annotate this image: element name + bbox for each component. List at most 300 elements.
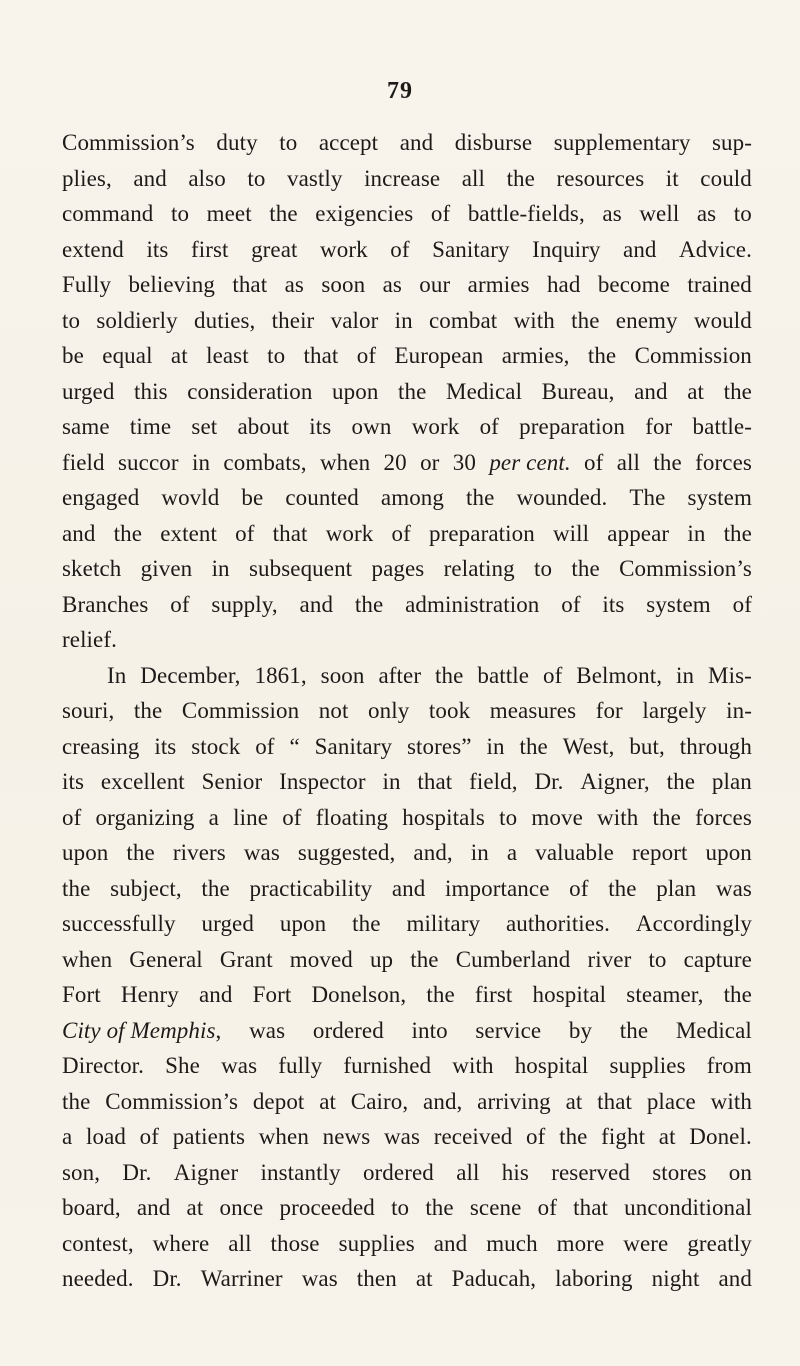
word: creasing xyxy=(62,733,140,759)
word: Inquiry xyxy=(532,236,601,262)
word: meet xyxy=(206,201,252,226)
word: was xyxy=(221,1053,258,1078)
word: contest, xyxy=(62,1230,134,1256)
word: the xyxy=(133,698,163,723)
word: supplies xyxy=(338,1230,415,1256)
word: work xyxy=(411,414,460,439)
word: own xyxy=(351,414,392,439)
word: and xyxy=(623,236,657,262)
word: plan xyxy=(656,875,697,901)
word: in xyxy=(676,662,695,688)
word: of xyxy=(561,591,581,617)
word: the xyxy=(571,556,600,581)
text-line xyxy=(62,1084,752,1120)
word: extend xyxy=(62,236,124,262)
word: of xyxy=(235,520,255,546)
word: the xyxy=(519,733,548,759)
word: for xyxy=(645,414,673,439)
word: at xyxy=(687,378,705,404)
word: enemy xyxy=(615,307,678,333)
word: Commission’s xyxy=(62,130,195,155)
word: believing xyxy=(128,272,215,297)
word: excellent xyxy=(100,769,185,794)
word: 30 xyxy=(452,449,476,475)
word: measures xyxy=(489,698,577,723)
word: of xyxy=(526,1124,546,1149)
word: a xyxy=(62,1124,73,1149)
word: to xyxy=(533,556,553,581)
word: reserved xyxy=(551,1159,630,1185)
word: Bureau, xyxy=(541,378,615,404)
word: the xyxy=(426,982,455,1007)
word: not xyxy=(318,698,349,723)
text-line xyxy=(62,267,752,303)
word: the xyxy=(410,946,439,972)
word: stores” xyxy=(407,733,472,759)
word: Dr. xyxy=(152,1266,182,1291)
word: West, xyxy=(562,733,615,759)
word: furnished xyxy=(343,1053,432,1078)
word: in xyxy=(394,307,413,333)
word: supplementary xyxy=(553,130,691,155)
word: great xyxy=(251,236,298,262)
word: first xyxy=(190,236,229,262)
word: this xyxy=(134,378,168,404)
word: at xyxy=(415,1266,433,1291)
word: duties, xyxy=(194,307,256,333)
word: in xyxy=(382,769,401,794)
text-line xyxy=(62,729,752,765)
word: son, xyxy=(62,1159,101,1185)
word: its xyxy=(309,414,332,439)
word: of xyxy=(543,662,563,688)
text-line xyxy=(62,622,752,658)
word: and, xyxy=(413,840,453,865)
word: disburse xyxy=(454,130,533,155)
text-line xyxy=(62,1013,752,1049)
word: The xyxy=(629,485,666,510)
word: once xyxy=(219,1195,264,1220)
word: to xyxy=(279,130,298,155)
word: and, xyxy=(423,1088,463,1114)
word: its xyxy=(602,591,625,617)
word: fully xyxy=(278,1053,323,1078)
word: the xyxy=(506,165,535,191)
word: with xyxy=(452,1053,494,1078)
word: combat xyxy=(428,307,498,333)
word: all xyxy=(616,449,641,475)
word: as xyxy=(284,272,304,297)
word: the xyxy=(352,911,381,936)
word: system xyxy=(646,591,711,617)
text-line xyxy=(62,480,752,516)
word: also xyxy=(188,165,226,191)
word: but, xyxy=(629,733,665,759)
word: of xyxy=(391,520,411,546)
word: largely xyxy=(642,698,707,723)
word: Cairo, xyxy=(350,1088,409,1114)
word: laboring xyxy=(555,1266,633,1291)
word: took xyxy=(428,698,471,723)
word: proceeded xyxy=(279,1195,375,1220)
word: board, xyxy=(62,1195,121,1220)
word: to xyxy=(733,201,752,226)
word: “ xyxy=(289,733,300,759)
word: arriving xyxy=(477,1088,551,1114)
word: line xyxy=(233,804,269,830)
word: soon xyxy=(320,662,365,688)
word: the xyxy=(398,378,427,404)
word: Sanitary xyxy=(432,236,510,262)
word: In xyxy=(107,662,127,688)
word: battle-fields, xyxy=(467,201,585,226)
word: the xyxy=(201,875,230,901)
word: hospital xyxy=(532,982,607,1007)
word: all xyxy=(228,1230,252,1256)
word: sup- xyxy=(711,130,752,155)
text-line xyxy=(62,125,752,161)
word: load xyxy=(85,1124,126,1149)
word: valuable xyxy=(535,840,614,865)
word: Paducah, xyxy=(451,1266,537,1291)
word: duty xyxy=(216,130,258,155)
word: patients xyxy=(172,1124,246,1149)
word: of xyxy=(430,201,451,226)
word: Branches xyxy=(62,591,149,617)
word: counted xyxy=(285,485,359,510)
word: and xyxy=(299,591,334,617)
word: importance xyxy=(445,875,550,901)
word: of xyxy=(584,449,604,475)
word: the xyxy=(354,591,384,617)
word: armies xyxy=(467,272,530,297)
text-line xyxy=(62,232,752,268)
word: were xyxy=(623,1230,669,1256)
word: will xyxy=(552,520,590,546)
word: the xyxy=(723,520,752,546)
word: equal xyxy=(102,343,153,368)
word: as xyxy=(602,201,622,226)
paragraph xyxy=(62,125,752,658)
paragraph xyxy=(62,658,752,1297)
word: with xyxy=(710,1088,752,1114)
word: among xyxy=(380,485,444,510)
word: of xyxy=(569,875,589,901)
word: in- xyxy=(726,698,752,723)
word: the xyxy=(113,520,143,546)
word: of xyxy=(170,591,190,617)
word: wounded. xyxy=(516,485,608,510)
word: Grant xyxy=(219,946,273,972)
word: command xyxy=(62,201,154,226)
word: increase xyxy=(364,165,441,191)
word: upon xyxy=(279,911,327,936)
word: night xyxy=(651,1266,700,1291)
text-line xyxy=(62,906,752,942)
word: vastly xyxy=(286,165,343,191)
text-line xyxy=(62,1119,752,1155)
word: at xyxy=(658,1124,676,1149)
word: the xyxy=(269,201,298,226)
text-line xyxy=(62,942,752,978)
text-line xyxy=(62,764,752,800)
word: ordered xyxy=(312,1017,384,1043)
word: was xyxy=(249,1017,286,1043)
word: forces xyxy=(695,804,752,830)
word: Warriner xyxy=(200,1266,283,1291)
word: pages xyxy=(371,556,425,581)
word: hospitals xyxy=(402,804,485,830)
word: in xyxy=(470,840,489,865)
word: at xyxy=(319,1088,337,1114)
word: hospital xyxy=(514,1053,589,1078)
word: into xyxy=(411,1017,448,1043)
word: received xyxy=(433,1124,513,1149)
word: instantly xyxy=(260,1159,341,1185)
word: exigencies xyxy=(315,201,414,226)
word: report xyxy=(631,840,688,865)
word: Fort xyxy=(62,982,101,1007)
word: and xyxy=(133,165,167,191)
word: in xyxy=(211,556,230,581)
word: Sanitary xyxy=(314,733,393,759)
word: be xyxy=(241,485,264,510)
word: when xyxy=(62,946,113,972)
word: Donelson, xyxy=(311,982,407,1007)
word: much xyxy=(486,1230,538,1256)
word: the xyxy=(619,1017,649,1043)
text-line xyxy=(62,1048,752,1084)
word: the xyxy=(466,485,495,510)
word: of xyxy=(62,804,82,830)
word: battle xyxy=(477,662,530,688)
text-line xyxy=(62,516,752,552)
word: with xyxy=(597,804,639,830)
word: the xyxy=(571,307,600,333)
body-text xyxy=(62,125,752,1297)
word: and xyxy=(198,982,233,1007)
word: by xyxy=(568,1017,593,1043)
text-line xyxy=(62,977,752,1013)
word: Accordingly xyxy=(635,911,752,936)
word: our xyxy=(419,272,451,297)
word: She xyxy=(165,1053,200,1078)
word: when xyxy=(258,1124,309,1149)
word: as xyxy=(382,272,402,297)
word: unconditional xyxy=(624,1195,752,1220)
word: to xyxy=(267,343,286,368)
word: the xyxy=(62,875,91,901)
word: Cumberland xyxy=(455,946,571,972)
word: fight xyxy=(601,1124,646,1149)
word: that xyxy=(303,343,339,368)
word: per cent. xyxy=(489,449,571,475)
word: Henry xyxy=(120,982,179,1007)
word: valor xyxy=(330,307,379,333)
word: plies, xyxy=(62,165,112,191)
word: Medical xyxy=(675,1017,752,1043)
word: in xyxy=(486,733,505,759)
word: news xyxy=(322,1124,371,1149)
word: set xyxy=(191,414,218,439)
text-line xyxy=(62,1155,752,1191)
word: and xyxy=(399,130,434,155)
word: sketch xyxy=(62,556,122,581)
word: in xyxy=(191,449,211,475)
word: field, xyxy=(469,769,518,794)
word: trained xyxy=(687,272,752,297)
word: capture xyxy=(683,946,752,972)
text-line xyxy=(62,871,752,907)
word: practicability xyxy=(249,875,373,901)
text-line xyxy=(62,196,752,232)
word: preparation xyxy=(519,414,625,439)
word: its xyxy=(154,733,177,759)
word: was xyxy=(243,840,280,865)
word: the xyxy=(425,1195,454,1220)
word: Fort xyxy=(252,982,292,1007)
word: to xyxy=(391,1195,410,1220)
word: ordered xyxy=(362,1159,434,1185)
word: combats, xyxy=(223,449,307,475)
word: stock xyxy=(191,733,241,759)
word: urged xyxy=(201,911,254,936)
text-line xyxy=(62,409,752,445)
word: the xyxy=(666,769,696,794)
word: supply, xyxy=(211,591,278,617)
word: administration xyxy=(405,591,540,617)
word: with xyxy=(513,307,555,333)
word: for xyxy=(595,698,623,723)
text-line xyxy=(62,445,752,481)
word: would xyxy=(693,307,752,333)
word: Director. xyxy=(62,1053,145,1078)
word: to xyxy=(247,165,266,191)
word: more xyxy=(556,1230,605,1256)
word: its xyxy=(146,236,169,262)
word: General xyxy=(129,946,203,972)
word: extent xyxy=(160,520,218,546)
word: authorities. xyxy=(505,911,611,936)
word: 20 xyxy=(383,449,407,475)
text-line xyxy=(62,551,752,587)
word: European xyxy=(394,343,484,368)
word: steamer, xyxy=(626,982,704,1007)
word: had xyxy=(546,272,581,297)
word: and xyxy=(391,875,426,901)
word: Mis- xyxy=(708,662,752,688)
word: at xyxy=(170,343,188,368)
text-line xyxy=(62,800,752,836)
word: the xyxy=(723,982,752,1007)
word: to xyxy=(170,201,190,226)
word: become xyxy=(597,272,670,297)
word: the xyxy=(435,662,464,688)
word: Aigner, xyxy=(580,769,650,794)
word: the xyxy=(126,840,155,865)
word: appear xyxy=(607,520,670,546)
word: as xyxy=(696,201,717,226)
word: could xyxy=(700,165,752,191)
word: a xyxy=(208,804,219,830)
word: only xyxy=(368,698,410,723)
word: upon xyxy=(332,378,379,404)
word: the xyxy=(559,1124,588,1149)
word: river xyxy=(587,946,632,972)
text-line xyxy=(62,835,752,871)
word: upon xyxy=(62,840,109,865)
word: that xyxy=(597,1088,633,1114)
word: when xyxy=(319,449,371,475)
word: relief. xyxy=(62,627,117,652)
text-line xyxy=(62,338,752,374)
word: all xyxy=(461,165,486,191)
word: Commission xyxy=(181,698,300,723)
word: soon xyxy=(321,272,366,297)
word: to xyxy=(648,946,667,972)
word: and xyxy=(136,1195,171,1220)
word: Belmont, xyxy=(576,662,663,688)
word: and xyxy=(62,520,96,546)
word: where xyxy=(152,1230,210,1256)
word: was xyxy=(301,1266,338,1291)
word: preparation xyxy=(429,520,535,546)
word: work xyxy=(320,236,368,262)
word: engaged xyxy=(62,485,140,510)
text-line xyxy=(62,1261,752,1297)
word: 1861, xyxy=(254,662,307,688)
word: place xyxy=(646,1088,696,1114)
word: was xyxy=(383,1124,421,1149)
word: accept xyxy=(318,130,379,155)
word: that xyxy=(573,1195,609,1220)
word: the xyxy=(723,378,752,404)
word: of xyxy=(390,236,410,262)
word: resources xyxy=(556,165,645,191)
word: that xyxy=(232,272,268,297)
word: subsequent xyxy=(248,556,353,581)
word: and xyxy=(634,378,668,404)
word: City of Memphis, xyxy=(62,1017,222,1043)
word: forces xyxy=(695,449,752,475)
word: of xyxy=(479,414,499,439)
word: through xyxy=(679,733,752,759)
word: battle- xyxy=(692,414,752,439)
text-line xyxy=(62,161,752,197)
word: system xyxy=(687,485,752,510)
word: Donel. xyxy=(689,1124,752,1149)
word: soldierly xyxy=(96,307,178,333)
word: all xyxy=(456,1159,480,1185)
word: December, xyxy=(140,662,241,688)
word: field xyxy=(62,449,105,475)
word: first xyxy=(474,982,513,1007)
word: their xyxy=(271,307,315,333)
word: scene xyxy=(469,1195,522,1220)
word: rivers xyxy=(172,840,226,865)
word: same xyxy=(62,414,110,439)
word: Dr. xyxy=(122,1159,152,1185)
page-number: 79 xyxy=(387,78,413,104)
word: well xyxy=(639,201,680,226)
text-line xyxy=(62,303,752,339)
word: Inspector xyxy=(279,769,366,794)
word: of xyxy=(255,733,275,759)
word: at xyxy=(565,1088,583,1114)
word: to xyxy=(499,804,518,830)
word: at xyxy=(186,1195,204,1220)
word: urged xyxy=(62,378,115,404)
